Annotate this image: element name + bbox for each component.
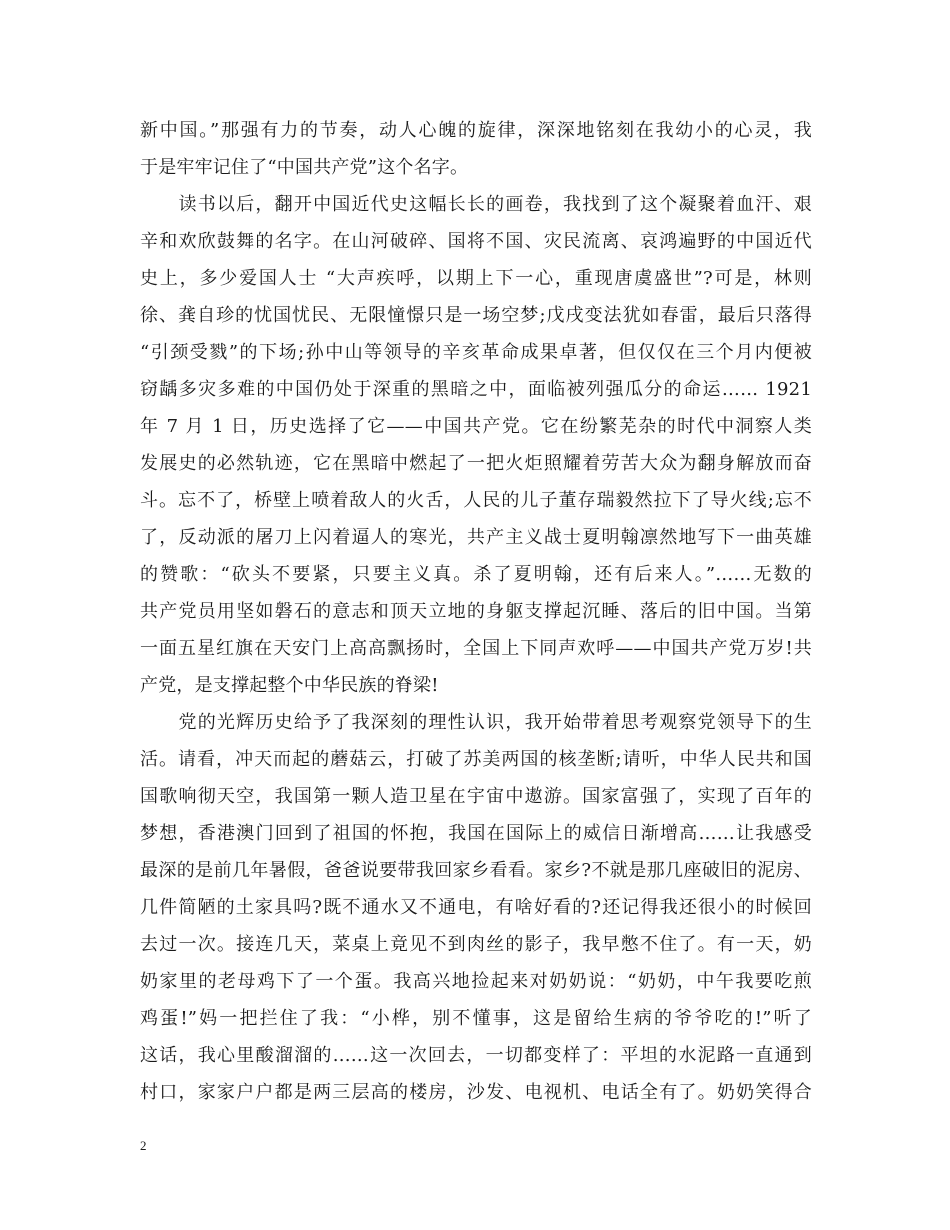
text-line: 产党，是支撑起整个中华民族的脊梁! — [140, 675, 439, 696]
text-line: 辛和欢欣鼓舞的名字。在山河破碎、国将不国、灾民流离、哀鸿遍野的中国近代 — [140, 231, 812, 252]
text-line: 年 7 月 1 日，历史选择了它——中国共产党。它在纷繁芜杂的时代中洞察人类 — [140, 416, 812, 437]
text-line: 去过一次。接连几天，菜桌上竟见不到肉丝的影子，我早憋不住了。有一天，奶 — [140, 934, 812, 955]
text-line: 国歌响彻天空，我国第一颗人造卫星在宇宙中遨游。国家富强了，实现了百年的 — [140, 786, 812, 807]
text-line: 最深的是前几年暑假，爸爸说要带我回家乡看看。家乡?不就是那几座破旧的泥房、 — [140, 860, 812, 881]
text-line: 了，反动派的屠刀上闪着逼人的寒光，共产主义战士夏明翰凛然地写下一曲英雄 — [140, 527, 812, 548]
text-line: 读书以后，翻开中国近代史这幅长长的画卷，我找到了这个凝聚着血汗、艰 — [140, 194, 812, 215]
text-line: 史上，多少爱国人士 “大声疾呼，以期上下一心，重现唐虞盛世”?可是，林则 — [140, 268, 812, 289]
text-line: 窃龋多灾多难的中国仍处于深重的黑暗之中，面临被列强瓜分的命运…… 1921 — [140, 379, 812, 400]
text-line: 党的光辉历史给予了我深刻的理性认识，我开始带着思考观察党领导下的生 — [140, 712, 812, 733]
text-line: 这话，我心里酸溜溜的……这一次回去，一切都变样了：平坦的水泥路一直通到 — [140, 1045, 812, 1066]
text-line: 鸡蛋!”妈一把拦住了我：“小桦，别不懂事，这是留给生病的爷爷吃的!”听了 — [140, 1008, 812, 1029]
text-line: 于是牢牢记住了“中国共产党”这个名字。 — [140, 157, 469, 178]
text-line: 活。请看，冲天而起的蘑菇云，打破了苏美两国的核垄断;请听，中华人民共和国 — [140, 749, 812, 770]
text-line: 村口，家家户户都是两三层高的楼房，沙发、电视机、电话全有了。奶奶笑得合 — [140, 1082, 812, 1103]
text-line: 梦想，香港澳门回到了祖国的怀抱，我国在国际上的威信日渐增高……让我感受 — [140, 823, 812, 844]
text-line: 共产党员用坚如磐石的意志和顶天立地的身躯支撑起沉睡、落后的旧中国。当第 — [140, 601, 812, 622]
text-line: 徐、龚自珍的忧国忧民、无限憧憬只是一场空梦;戊戌变法犹如春雷，最后只落得 — [140, 305, 812, 326]
text-line: 奶家里的老母鸡下了一个蛋。我高兴地捡起来对奶奶说：“奶奶，中午我要吃煎 — [140, 971, 812, 992]
text-line: 的赞歌：“砍头不要紧，只要主义真。杀了夏明翰，还有后来人。”……无数的 — [140, 564, 812, 585]
body-text — [140, 112, 812, 1111]
text-line: 几件简陋的土家具吗?既不通水又不通电，有啥好看的?还记得我还很小的时候回 — [140, 897, 812, 918]
text-line: 新中国。”那强有力的节奏，动人心魄的旋律，深深地铭刻在我幼小的心灵，我 — [140, 120, 812, 141]
page-number: 2 — [140, 1138, 147, 1153]
text-line: 一面五星红旗在天安门上高高飘扬时，全国上下同声欢呼——中国共产党万岁!共 — [140, 638, 812, 659]
text-line: “引颈受戮”的下场;孙中山等领导的辛亥革命成果卓著，但仅仅在三个月内便被 — [140, 342, 812, 363]
text-line: 发展史的必然轨迹，它在黑暗中燃起了一把火炬照耀着劳苦大众为翻身解放而奋 — [140, 453, 812, 474]
text-line: 斗。忘不了，桥壁上喷着敌人的火舌，人民的儿子董存瑞毅然拉下了导火线;忘不 — [140, 490, 812, 511]
